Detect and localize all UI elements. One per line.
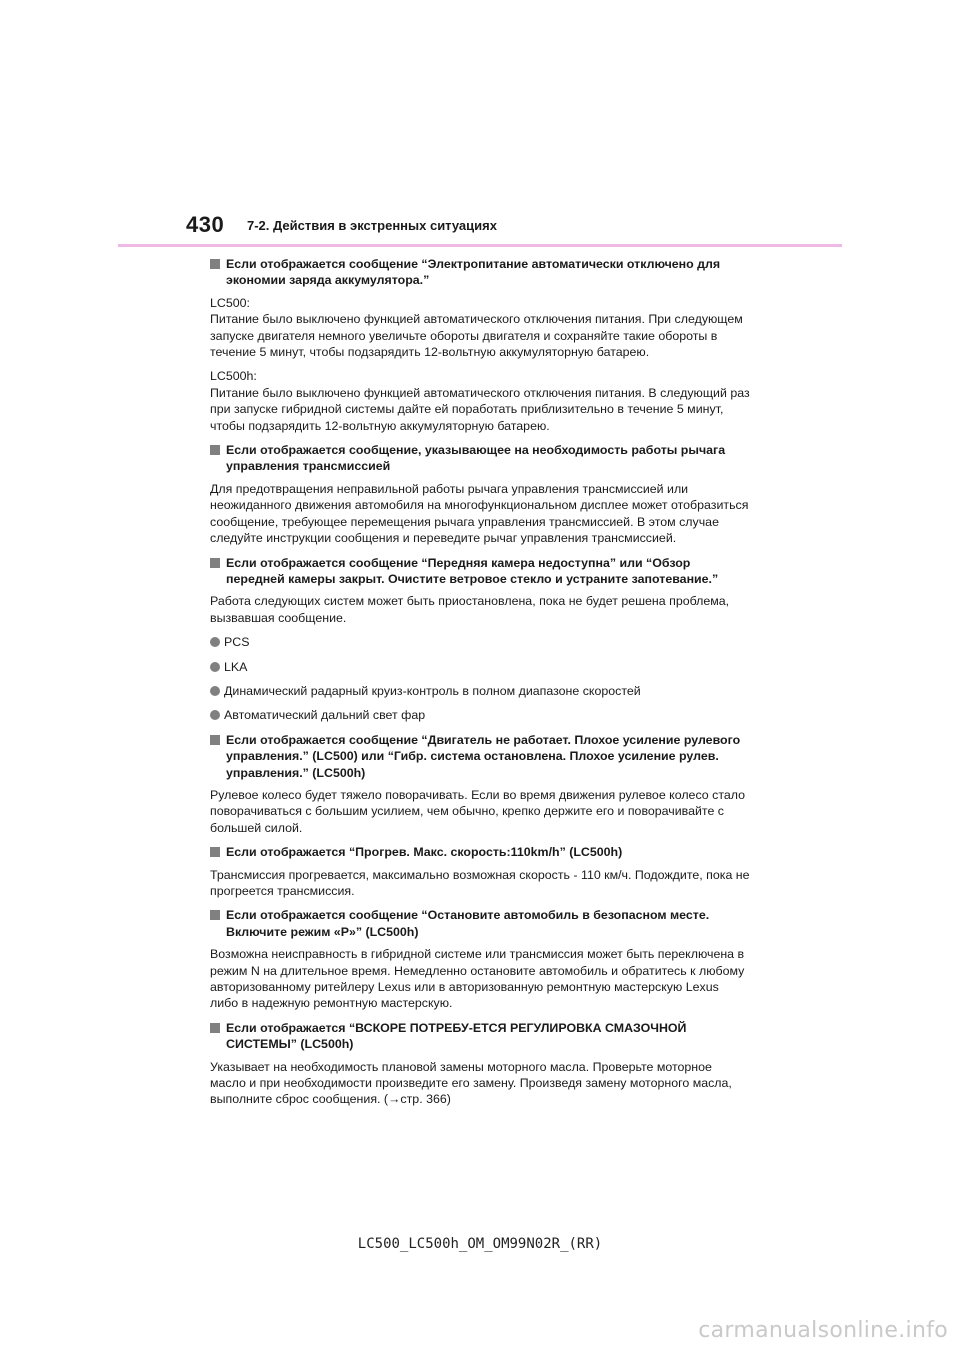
section-heading: Если отображается сообщение “Передняя камера недоступна” или “Обзор передней камеры закрыт. Очистите ветровое стекло и устраните запотевание.” [210, 555, 750, 588]
paragraph: Рулевое колесо будет тяжело поворачивать. Если во время движения рулевое колесо стало поворачиваться с большим усилием, чем обычно, крепко держите его и поворачивайте с большей силой. [210, 787, 746, 835]
square-bullet-icon [210, 558, 220, 568]
section-heading: Если отображается сообщение “Остановите автомобиль в безопасном месте. Включите режим «P»” (LC500h) [210, 907, 750, 940]
circle-bullet-icon [210, 637, 220, 647]
content [210, 256, 750, 1116]
paragraph: Работа следующих систем может быть приостановлена, пока не будет решена проблема, вызвавшая сообщение. [210, 594, 730, 625]
square-bullet-icon [210, 910, 220, 920]
section [210, 907, 750, 1011]
circle-bullet-icon [210, 686, 220, 696]
section [210, 555, 750, 724]
section-heading: Если отображается сообщение “Электропитание автоматически отключено для экономии заряда аккумулятора.” [210, 256, 750, 289]
square-bullet-icon [210, 445, 220, 455]
square-bullet-icon [210, 259, 220, 269]
paragraph: LC500h: Питание было выключено функцией автоматического отключения питания. В следующий раз при запуске гибридной системы дайте ей поработать приблизительно в течение 5 минут, чтобы подзарядить 12-вольтную аккумуляторную батарею. [210, 369, 750, 433]
section-heading: Если отображается “Прогрев. Макс. скорость:110km/h” (LC500h) [210, 844, 750, 860]
section-title: 7-2. Действия в экстренных ситуациях [247, 218, 497, 233]
circle-bullet-icon [210, 710, 220, 720]
square-bullet-icon [210, 847, 220, 857]
section-heading: Если отображается “ВСКОРЕ ПОТРЕБУ-ЕТСЯ РЕГУЛИРОВКА СМАЗОЧНОЙ СИСТЕМЫ” (LC500h) [210, 1020, 750, 1053]
paragraph: Возможна неисправность в гибридной системе или трансмиссия может быть переключена в режим N на длительное время. Немедленно остановите автомобиль и обратитесь к любому авторизованному ритейлеру Lexus или в авторизованную ремонтную мастерскую Lexus либо в надежную ремонтную мастерскую. [210, 947, 745, 1011]
paragraph: LC500: Питание было выключено функцией автоматического отключения питания. При следующем запуске двигателя немного увеличьте обороты двигателя и сохраняйте такие обороты в течение 5 минут, чтобы подзарядить 12-вольтную аккумуляторную батарею. [210, 295, 743, 360]
square-bullet-icon [210, 1023, 220, 1033]
list-item: Динамический радарный круиз-контроль в полном диапазоне скоростей [210, 683, 750, 699]
section-heading: Если отображается сообщение, указывающее на необходимость работы рычага управления трансмиссией [210, 442, 750, 475]
square-bullet-icon [210, 735, 220, 745]
paragraph: Трансмиссия прогревается, максимально возможная скорость - 110 км/ч. Подождите, пока не прогреется трансмиссия. [210, 867, 750, 898]
paragraph: Указывает на необходимость плановой замены моторного масла. Проверьте моторное масло и при необходимости произведите его замену. Произведя замену моторного масла, выполните сброс сообщения. (→стр. 366) [210, 1059, 732, 1107]
list-item: PCS [210, 634, 750, 650]
section-heading: Если отображается сообщение “Двигатель не работает. Плохое усиление рулевого управления.” (LC500) или “Гибр. система остановлена. Плохое усиление рулев. управления.” (LC500h) [210, 732, 750, 781]
section [210, 732, 750, 836]
section [210, 844, 750, 899]
page-number: 430 [186, 212, 225, 237]
section [210, 256, 750, 434]
paragraph: Для предотвращения неправильной работы рычага управления трансмиссией или неожиданного движения автомобиля на многофункциональном дисплее может отобразиться сообщение, требующее перемещения рычага управления трансмиссией. В этом случае следуйте инструкции сообщения и переведите рычаг управления трансмиссией. [210, 481, 749, 546]
list-item: Автоматический дальний свет фар [210, 707, 750, 723]
document-code: LC500_LC500h_OM_OM99N02R_(RR) [357, 1236, 603, 1252]
section [210, 442, 750, 546]
header-rule [118, 244, 842, 247]
section [210, 1020, 750, 1108]
watermark[interactable]: carmanualsonline.info [698, 1318, 948, 1343]
circle-bullet-icon [210, 662, 220, 672]
list-item: LKA [210, 659, 750, 675]
